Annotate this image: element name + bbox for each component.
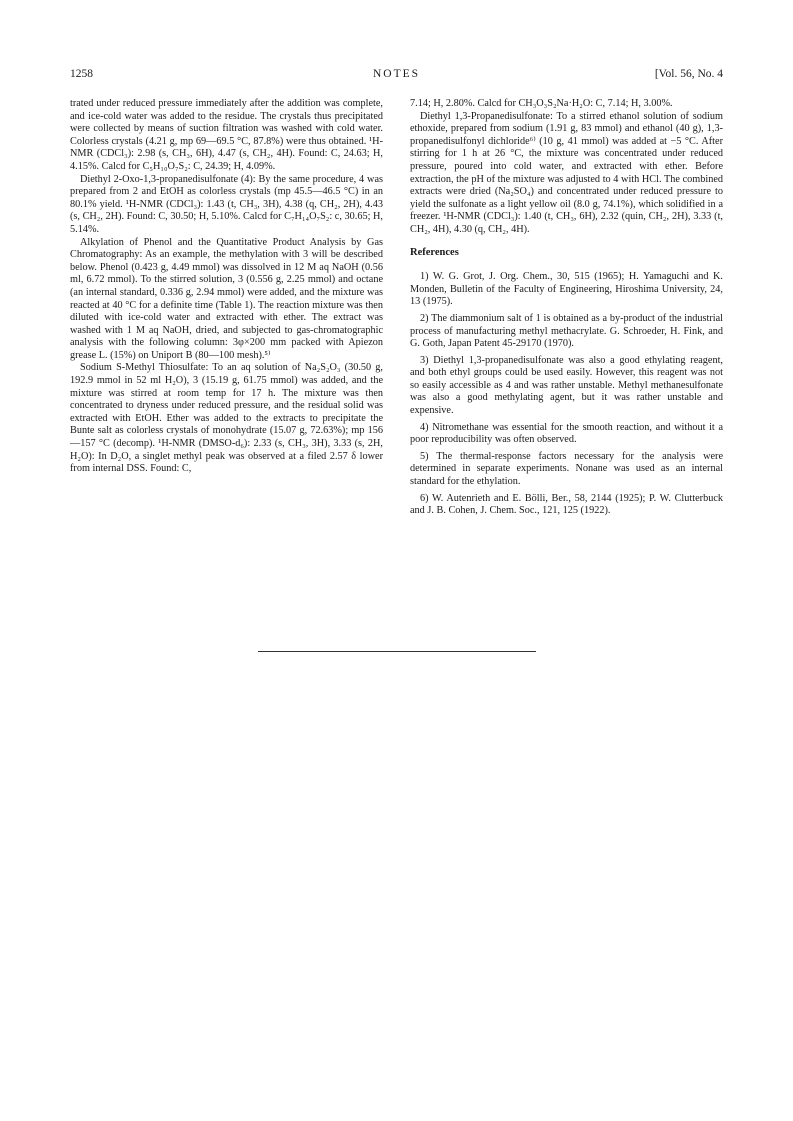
paragraph: Sodium S-Methyl Thiosulfate: To an aq solution of Na₂S₂O₃ (30.50 g, 192.9 mmol in 52 ml H₂O), 3 (15.19 g, 61.75 mmol) was added, and the mixture was stirred at room temp for 17 h. The mixture was then concentrated to dryness under reduced pressure, and the residual solid was extracted with EtOH. Ether was added to the extracts to precipitate the Bunte salt as colorless crystals of monohydrate (15.07 g, 72.63%); mp 156—157 °C (decomp). ¹H-NMR (DMSO-d₆): 2.33 (s, CH₃, 3H), 3.33 (s, 2H, H₂O): In D₂O, a singlet methyl peak was observed at a filed 2.57 δ lower from internal DSS. Found: C,: [70, 362, 383, 475]
paragraph: Diethyl 1,3-Propanedisulfonate: To a stirred ethanol solution of sodium ethoxide, prepared from sodium (1.91 g, 83 mmol) and ethanol (40 g), 1,3-propanedisulfonyl dichloride⁶⁾ (10 g, 41 mmol) was added at −5 °C. After stirring for 1 h at 26 °C, the mixture was concentrated under reduced pressure, poured into cold water, and extracted with ether. Before extraction, the pH of the mixture was adjusted to 4 with HCl. The combined extracts were dried (Na₂SO₄) and concentrated under reduced pressure to yield the sulfonate as a light yellow oil (8.0 g, 74.1%), which solidified in a freezer. ¹H-NMR (CDCl₃): 1.40 (t, CH₃, 6H), 2.32 (quin, CH₂, 2H), 3.33 (t, CH₂, 4H), 4.30 (q, CH₂, 4H).: [410, 110, 723, 235]
left-column: [70, 98, 383, 476]
end-rule: [258, 651, 536, 652]
reference-item: 3) Diethyl 1,3-propanedisulfonate was also a good ethylating reagent, and both ethyl groups could be used easily. However, this reagent was not so easily accessible as 4 and was rather unstable. Methyl methanesulfonate was also a good methylating agent, but it was rather unstable and expensive.: [410, 354, 723, 417]
volume-label: [Vol. 56, No. 4: [654, 68, 723, 80]
page-number: 1258: [70, 68, 93, 80]
right-column: [410, 98, 723, 522]
reference-item: 1) W. G. Grot, J. Org. Chem., 30, 515 (1965); H. Yamaguchi and K. Monden, Bulletin of the Faculty of Engineering, Hiroshima University, 24, 13 (1975).: [410, 271, 723, 308]
page-header: [70, 68, 723, 84]
reference-item: 4) Nitromethane was essential for the smooth reaction, and without it a poor reproducibility was often observed.: [410, 421, 723, 446]
references-heading: References: [410, 246, 459, 258]
paragraph: Alkylation of Phenol and the Quantitative Product Analysis by Gas Chromatography: As an example, the methylation with 3 will be described below. Phenol (0.423 g, 4.49 mmol) was dissolved in 12 M aq NaOH (0.56 ml, 6.72 mmol). To the stirred solution, 3 (0.556 g, 2.25 mmol) and octane (an internal standard, 0.336 g, 2.94 mmol) were added, and the mixture was reacted at 40 °C for a definite time (Table 1). The reaction mixture was then diluted with ice-cold water and extracted with ether. The extract was washed with 1 M aq NaOH, dried, and subjected to gas-chromatographic analysis with the following column: 3φ×200 mm packed with Apiezon grease L. (15%) on Uniport B (80—100 mesh).⁵⁾: [70, 236, 383, 361]
paragraph: trated under reduced pressure immediately after the addition was complete, and ice-cold water was added to the residue. The crystals thus precipitated were collected by means of suction filtration was washed with cold water. Colorless crystals (4.21 g, mp 69—69.5 °C, 87.8%) were thus obtained. ¹H-NMR (CDCl₃): 2.98 (s, CH₃, 6H), 4.47 (s, CH₂, 4H). Found: C, 24.63; H, 4.15%. Calcd for C₅H₁₀O₇S₂: C, 24.39; H, 4.09%.: [70, 98, 383, 172]
section-title: NOTES: [372, 68, 421, 80]
reference-item: 6) W. Autenrieth and E. Bölli, Ber., 58, 2144 (1925); P. W. Clutterbuck and J. B. Cohen, J. Chem. Soc., 121, 125 (1922).: [410, 492, 723, 517]
reference-item: 2) The diammonium salt of 1 is obtained as a by-product of the industrial process of manufacturing methyl methacrylate. G. Schroeder, H. Fink, and G. Goth, Japan Patent 45-29170 (1970).: [410, 312, 723, 350]
paragraph: Diethyl 2-Oxo-1,3-propanedisulfonate (4): By the same procedure, 4 was prepared from 2 and EtOH as colorless crystals (mp 45.5—46.5 °C) in an 80.1% yield. ¹H-NMR (CDCl₃): 1.43 (t, CH₃, 3H), 4.38 (q, CH₂, 2H), 4.43 (s, CH₂, 2H). Found: C, 30.50; H, 5.10%. Calcd for C₇H₁₄O₇S₂: c, 30.65; H, 5.14%.: [70, 173, 383, 235]
reference-item: 5) The thermal-response factors necessary for the analysis were determined in separate experiments. Nonane was used as an internal standard for the ethylation.: [410, 450, 723, 488]
paragraph: 7.14; H, 2.80%. Calcd for CH₃O₃S₂Na·H₂O: C, 7.14; H, 3.00%.: [410, 98, 673, 109]
